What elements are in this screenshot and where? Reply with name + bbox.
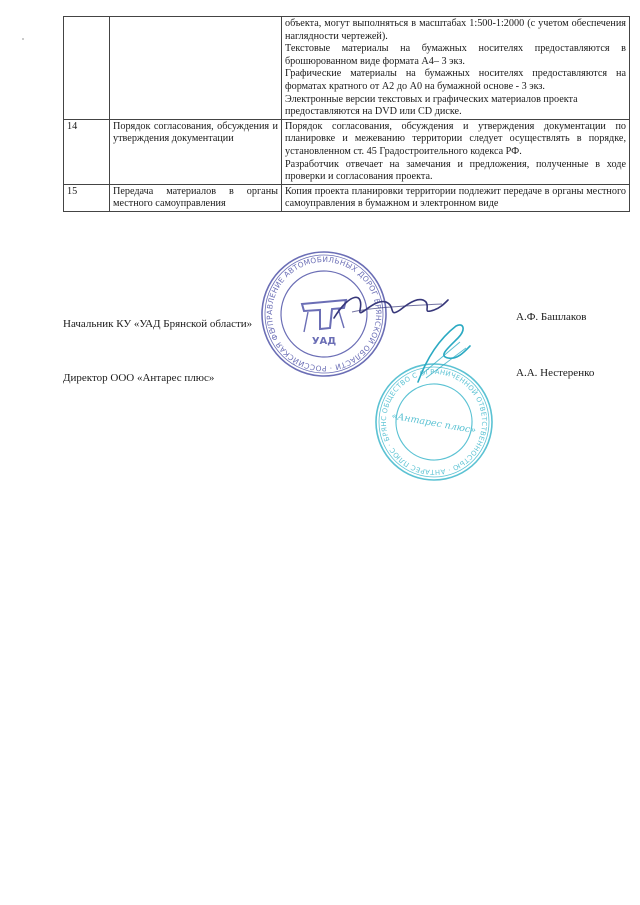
- row-label: Порядок согласования, обсуждения и утверждения документации: [110, 119, 282, 184]
- director-name: А.А. Нестеренко: [516, 367, 595, 379]
- content-paragraph: Порядок согласования, обсуждения и утверждения документации по планировке и межеванию территории следует осуществлять в порядке, установленном ст. 45 Градостроительного кодекса РФ.: [285, 120, 626, 157]
- stamp-ring-text: ОБЩЕСТВО С ОГРАНИЧЕННОЙ ОТВЕТСТВЕННОСТЬЮ · АНТАРЕС ПЛЮС · БРЯНСК: [379, 367, 489, 477]
- head-position: Начальник КУ «УАД Брянской области»: [63, 318, 253, 330]
- requirements-table: [63, 16, 630, 212]
- table-row-14: [64, 119, 630, 184]
- stamp-emblem-text: УАД: [311, 336, 337, 347]
- row-label: Передача материалов в органы местного самоуправления: [110, 184, 282, 211]
- content-paragraph: Разработчик отвечает на замечания и предложения, полученные в ходе проверки и согласования проекта.: [285, 158, 626, 183]
- content-paragraph: Электронные версии текстовых и графических материалов проекта предоставляются на DVD или CD диске.: [285, 93, 578, 118]
- content-cell: [282, 119, 630, 184]
- label-cell: [110, 17, 282, 120]
- table-row-15: [64, 184, 630, 211]
- row-number: 15: [64, 184, 110, 211]
- content-cell: [282, 17, 630, 120]
- scan-speck: [22, 38, 24, 40]
- table-row-continuation: [64, 17, 630, 120]
- stamp-ring-text: УПРАВЛЕНИЕ АВТОМОБИЛЬНЫХ ДОРОГ БРЯНСКОЙ ОБЛАСТИ · РОССИЙСКАЯ ФЕДЕРАЦИЯ: [264, 254, 384, 374]
- number-cell: [64, 17, 110, 120]
- content-paragraph: Текстовые материалы на бумажных носителях предоставляются в брошюрованном виде формата А4– 3 экз.: [285, 43, 626, 67]
- content-paragraph: объекта, могут выполняться в масштабах 1:500-1:2000 (с учетом обеспечения наглядности чертежей).: [285, 18, 626, 42]
- stamp-center-text: «Антарес плюс»: [390, 410, 477, 437]
- director-signature: [408, 320, 478, 390]
- content-paragraph: Графические материалы на бумажных носителях предоставляются на форматах кратного от А2 до А0 на бумажной основе - 3 экз.: [285, 68, 626, 92]
- content-cell: [282, 184, 630, 211]
- director-position: Директор ООО «Антарес плюс»: [63, 372, 215, 384]
- content-paragraph: Копия проекта планировки территории подлежит передаче в органы местного самоуправления в бумажном и электронном виде: [285, 185, 626, 210]
- head-name: А.Ф. Башлаков: [516, 311, 587, 323]
- row-number: 14: [64, 119, 110, 184]
